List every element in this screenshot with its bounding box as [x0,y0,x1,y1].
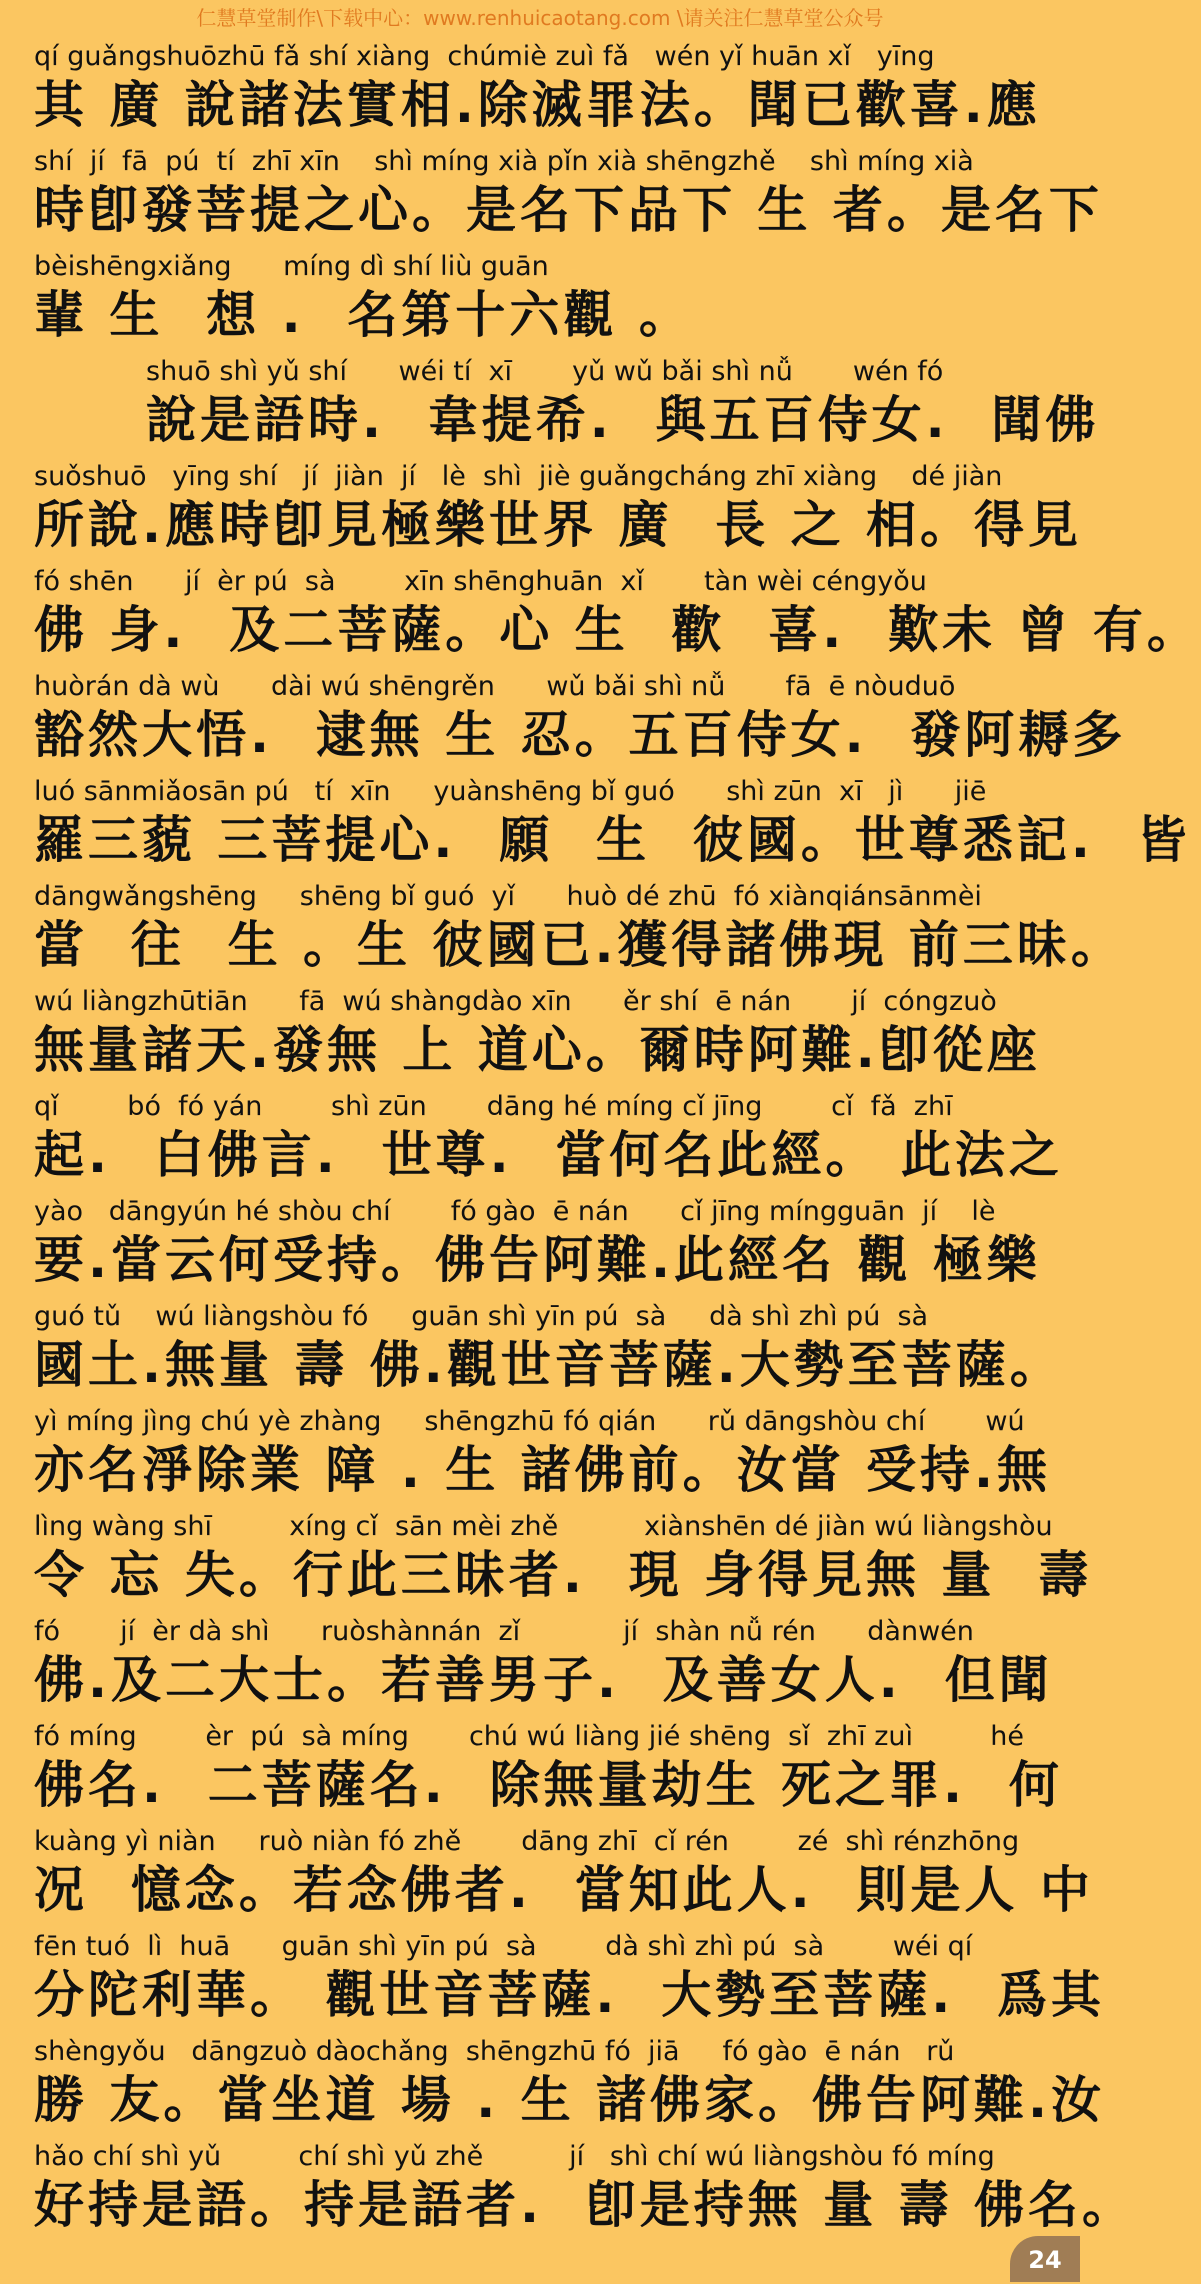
hanzi-line: 羅三藐 三菩提心. 願 生 彼國。世尊悉記. 皆 [34,811,1191,869]
pinyin-line: qǐ bó fó yán shì zūn dāng hé míng cǐ jīng cǐ fǎ zhī [34,1091,953,1122]
text-line [34,2138,1137,2243]
hanzi-line: 輩 生 想 . 名第十六觀 。 [34,286,693,344]
pinyin-line: qí guǎngshuōzhū fǎ shí xiàng chúmiè zuì fǎ wén yǐ huān xǐ yīng [34,41,935,72]
hanzi-line: 要.當云何受持。佛告阿難.此經名 觀 極樂 [34,1231,1041,1289]
hanzi-line: 佛 身. 及二菩薩。心 生 歡 喜. 歎未 曾 有。 [34,601,1201,659]
pinyin-line: kuàng yì niàn ruò niàn fó zhě dāng zhī cǐ rén zé shì rénzhōng [34,1826,1020,1857]
pinyin-line: bèishēngxiǎng míng dì shí liù guān [34,251,549,282]
pinyin-line: shuō shì yǔ shí wéi tí xī yǔ wǔ bǎi shì nǚ wén fó [146,356,944,387]
scripture-text [34,38,1201,2243]
text-line [34,38,1050,143]
text-line [34,2033,1106,2138]
hanzi-line: 時卽發菩提之心。是名下品下 生 者。是名下 [34,181,1103,239]
pinyin-line: lìng wàng shī xíng cǐ sān mèi zhě xiànshēn dé jiàn wú liàngshòu [34,1511,1053,1542]
text-line [34,1088,1063,1193]
text-line [34,1298,1064,1403]
pinyin-line: fó jí èr dà shì ruòshànnán zǐ jí shàn nǚ rén dànwén [34,1616,974,1647]
text-line [34,248,1050,353]
pinyin-line: fó shēn jí èr pú sà xīn shēnghuān xǐ tàn wèi céngyǒu [34,566,927,597]
pinyin-line: suǒshuō yīng shí jí jiàn jí lè shì jiè guǎngcháng zhī xiàng dé jiàn [34,461,1003,492]
hanzi-line: 令 忘 失。行此三昧者. 現 身得見無 量 壽 [34,1546,1093,1604]
hanzi-line: 無量諸天.發無 上 道心。爾時阿難.卽從座 [34,1021,1041,1079]
pinyin-line: huòrán dà wù dài wú shēngrěn wǔ bǎi shì nǚ fā ē nòuduō [34,671,956,702]
hanzi-line: 所說.應時卽見極樂世界 廣 長 之 相。得見 [34,496,1083,554]
pinyin-line: yào dāngyún hé shòu chí fó gào ē nán cǐ jīng míngguān jí lè [34,1196,996,1227]
text-line [34,773,1191,878]
pinyin-line: fēn tuó lì huā guān shì yīn pú sà dà shì zhì pú sà wéi qí [34,1931,973,1962]
hanzi-line: 豁然大悟. 逮無 生 忍。五百侍女. 發阿耨多 [34,706,1127,764]
text-line [34,143,1103,248]
text-line [34,1823,1094,1928]
text-line [34,458,1083,563]
hanzi-line: 亦名淨除業 障 . 生 諸佛前。汝當 受持.無 [34,1441,1052,1499]
hanzi-line: 起. 白佛言. 世尊. 當何名此經。 此法之 [34,1126,1063,1184]
pinyin-line: yì míng jìng chú yè zhàng shēngzhū fó qián rǔ dāngshòu chí wú [34,1406,1025,1437]
pinyin-line: guó tǔ wú liàngshòu fó guān shì yīn pú sà dà shì zhì pú sà [34,1301,929,1332]
text-line [34,1613,1053,1718]
text-line [34,668,1127,773]
page-number-badge: 24 [1010,2236,1080,2282]
hanzi-line: 况 憶念。若念佛者. 當知此人. 則是人 中 [34,1861,1094,1919]
hanzi-line: 其 廣 說諸法實相.除滅罪法。聞已歡喜.應 [34,76,1041,134]
text-line [34,1718,1063,1823]
hanzi-line: 佛.及二大士。若善男子. 及善女人. 但聞 [34,1651,1053,1709]
text-line [34,983,1050,1088]
pinyin-line: fó míng èr pú sà míng chú wú liàng jié shēng sǐ zhī zuì hé [34,1721,1025,1752]
hanzi-line: 佛名. 二菩薩名. 除無量劫生 死之罪. 何 [34,1756,1063,1814]
pinyin-line: shí jí fā pú tí zhī xīn shì míng xià pǐn xià shēngzhě shì míng xià [34,146,974,177]
pinyin-line: dāngwǎngshēng shēng bǐ guó yǐ huò dé zhū fó xiànqiánsānmèi [34,881,982,912]
text-line [34,878,1125,983]
text-line [34,1508,1093,1613]
hanzi-line: 國土.無量 壽 佛.觀世音菩薩.大勢至菩薩。 [34,1336,1064,1394]
hanzi-line: 說是語時. 韋提希. 與五百侍女. 聞佛 [146,391,1100,449]
hanzi-line: 分陀利華。 觀世音菩薩. 大勢至菩薩. 爲其 [34,1966,1106,2024]
hanzi-line: 勝 友。當坐道 場 . 生 諸佛家。佛告阿難.汝 [34,2071,1106,2129]
pinyin-line: wú liàngzhūtiān fā wú shàngdào xīn ěr shí ē nán jí cóngzuò [34,986,997,1017]
hanzi-line: 好持是語。持是語者. 卽是持無 量 壽 佛名。 [34,2176,1137,2234]
page-header-watermark: 仁慧草堂制作\下载中心：www.renhuicaotang.com \请关注仁慧草堂公众号 [196,6,884,30]
text-line [34,563,1201,668]
pinyin-line: hǎo chí shì yǔ chí shì yǔ zhě jí shì chí wú liàngshòu fó míng [34,2141,995,2172]
text-line [34,1928,1106,2033]
hanzi-line: 當 往 生 。生 彼國已.獲得諸佛現 前三昧。 [34,916,1125,974]
text-line [34,1193,1050,1298]
pinyin-line: luó sānmiǎosān pú tí xīn yuànshēng bǐ guó shì zūn xī jì jiē [34,776,987,807]
text-line [34,1403,1050,1508]
text-line [34,353,1100,458]
pinyin-line: shèngyǒu dāngzuò dàochǎng shēngzhū fó jiā fó gào ē nán rǔ [34,2036,955,2067]
